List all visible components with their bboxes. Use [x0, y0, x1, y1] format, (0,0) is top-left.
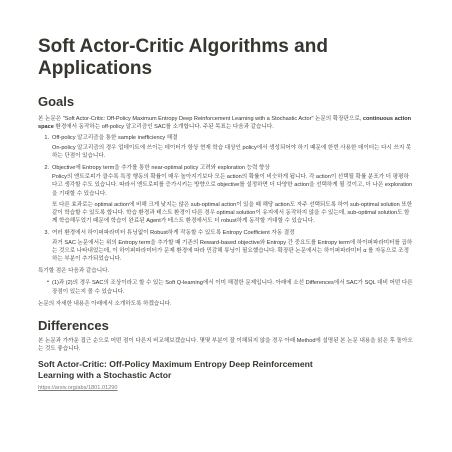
- goals-intro: [38, 115, 414, 131]
- goals-heading: Goals: [38, 94, 75, 109]
- bullet-dot-icon: •: [47, 279, 49, 286]
- item-number: 3.: [44, 230, 49, 237]
- item-paragraph: On-policy 알고리즘의 경우 업데이트에 쓰이는 데이터가 항상 현재 학습 대상인 policy에서 생성되어야 하기 때문에 한번 사용한 데이터는 다시 쓰지 못하는 단점이 있습니다.: [52, 144, 412, 159]
- bullet-text: (1)과 (2)의 경우 SAC의 조상이라고 할 수 있는 Soft Q-learning에서 이미 해결한 문제입니다. 아래에 소선 Differences에서 SAC가 SQL 대비 어떤 다른 장점이 있는지 볼 수 있습니다.: [52, 280, 413, 295]
- goals-list-item-1: [38, 134, 414, 163]
- item-title: 여러 환경에서 하이퍼파라미터 튜닝없이 Robust하게 작동할 수 있도록 Entropy Coefficient 자동 결정: [52, 230, 295, 237]
- item-paragraph: 과거 SAC 논문에서는 위의 Entropy term을 추가할 때 기존의 Reward-based objective와 Entropy 간 중요도를 Entropy term에 하이퍼파라미터를 곱하는 것으로 나타내었는데, 이 하이퍼파라미터가 문제 환경에 따라 민감해 튜닝이 필요했습니다. 확장판 논문에서는 하이퍼파라미터 α 를 자동으로 조정하는 부분이 추가되었습니다.: [52, 239, 413, 263]
- item-number: 2.: [44, 165, 49, 172]
- goals-list: [38, 134, 414, 266]
- goals-intro-bold: continuous action space: [38, 116, 412, 131]
- closing-text: 논문의 자세한 내용은 아래에서 소개하도록 하겠습니다.: [38, 300, 172, 307]
- item-number: 1.: [44, 135, 49, 142]
- page-title: [38, 36, 414, 80]
- sub-heading-line-1: Soft Actor-Critic: Off-Policy Maximum Entropy Deep Reinforcement: [38, 359, 313, 370]
- page-title-line-1: Soft Actor-Critic Algorithms and: [38, 36, 328, 57]
- item-title: Off-policy 알고리즘을 통한 sample inefficiency 해결: [52, 135, 178, 142]
- goals-intro-a: 본 논문은 "Soft Actor-Critic: Off-Policy Maximum Entropy Deep Reinforcement Learning with a Stochastic Actor" 논문의 확장판으로,: [38, 116, 363, 122]
- paper-link[interactable]: https://arxiv.org/abs/1801.01290: [38, 385, 118, 392]
- page-title-line-2: Applications: [38, 58, 153, 79]
- item-title: Objective에 Entropy term을 추가를 통한 near-optimal policy 고려와 exploration 능력 향상: [52, 165, 270, 172]
- item-paragraph: 또 다른 효과로는 optimal action에 비해 크게 낮지는 않은 sub-optimal action이 있을 때 해당 action도 자주 선택되도록 하여 sub-optimal solution 또한 같이 학습할 수 있도록 합니다. 학습 환경과 테스트 환경이 다른 경우 optimal solution이 유지에서 동작하지 않을 수 있는데, sub-optimal solution도 함께 학습해두었기 때문에 학습이 완료된 Agent가 테스트 환경에서도 더 robust하게 동작할 거대할 수 있습니다.: [52, 201, 413, 225]
- goals-list-item-3: [38, 229, 414, 266]
- bullet-item: [38, 278, 414, 298]
- sub-heading-line-2: Learning with a Stochastic Actor: [38, 370, 172, 381]
- sub-heading: [38, 359, 414, 381]
- goals-intro-b: 환경에서 동작하는 off-policy 알고리즘인 SAC를 소개합니다. 주된 목표는 다음과 같습니다.: [53, 124, 274, 131]
- item-paragraph: Policy의 엔트로피가 클수록 특정 행동의 확률이 매우 높아지기보다 모든 action의 확률이 비슷하게 됩니다. 각 action이 선택될 확률 분포가 더 평평하다고 생각할 수도 있습니다. 따라서 엔트로피를 증가시키는 방향으로 objective를 설정하면 더 다양한 action을 선택하게 될 것이고, 더 나은 exploration을 기대할 수 있습니다.: [52, 174, 413, 197]
- differences-text: 본 논문과 가까운 접근 순으로 어떤 점이 다른지 비교해보겠습니다. 몇몇 부분이 잘 이해되지 않을 경우 아래 Method에 설명된 본 논문 내용을 읽은 후 돌아오는 것도 좋습니다.: [38, 338, 413, 353]
- differences-heading: Differences: [38, 318, 109, 334]
- summary-text: 특기할 점은 다음과 같습니다.: [38, 268, 110, 275]
- goals-list-item-2: [38, 164, 414, 228]
